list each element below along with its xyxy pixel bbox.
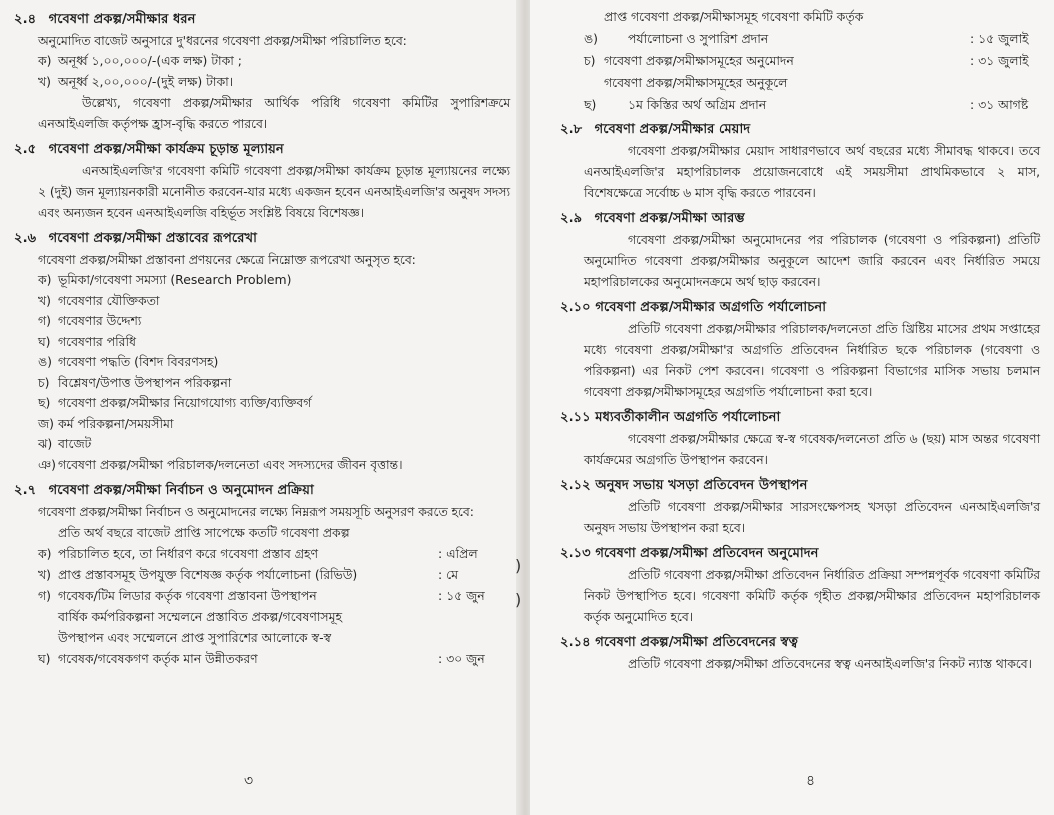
section-title: অনুষদ সভায় খসড়া প্রতিবেদন উপস্থাপন xyxy=(595,478,808,493)
section-heading xyxy=(560,476,1040,496)
schedule-item xyxy=(584,6,1040,50)
list-item xyxy=(38,414,510,435)
amount-list xyxy=(38,51,510,92)
section-heading xyxy=(560,120,1040,140)
section-title: গবেষণা প্রকল্প/সমীক্ষা প্রতিবেদন অনুমোদন xyxy=(595,546,819,561)
section-number: ২.৬ xyxy=(14,231,37,246)
section-2-9 xyxy=(560,209,1040,292)
list-marker: খ) xyxy=(38,567,51,582)
schedule-text: গবেষণা প্রকল্প/সমীক্ষাসমূহের অনুকূলে xyxy=(604,75,788,90)
list-marker: খ) xyxy=(38,292,51,308)
section-title: গবেষণা প্রকল্প/সমীক্ষা কার্যক্রম চূড়ান্ত মূল্যায়ন xyxy=(48,142,284,157)
section-number: ২.১৩ xyxy=(560,546,591,561)
section-2-10 xyxy=(560,298,1040,402)
schedule-date: : ৩১ আগষ্ট xyxy=(970,97,1029,112)
list-item xyxy=(38,270,510,291)
list-text: গবেষণার যৌক্তিকতা xyxy=(58,292,160,308)
list-marker: জ) xyxy=(38,415,54,431)
section-2-8 xyxy=(560,120,1040,203)
list-text: গবেষণা পদ্ধতি (বিশদ বিবরণসহ) xyxy=(58,354,219,369)
section-2-14 xyxy=(560,633,1040,674)
schedule-text: প্রাপ্ত গবেষণা প্রকল্প/সমীক্ষাসমূহ গবেষণা কমিটি কর্তৃক xyxy=(604,9,864,24)
schedule-text: পর্যালোচনা ও সুপারিশ প্রদান xyxy=(628,31,769,46)
schedule-text: পরিচালিত হবে, তা নির্ধারণ করে গবেষণা প্রস্তাব গ্রহণ xyxy=(58,546,319,561)
section-2-11 xyxy=(560,408,1040,470)
section-2-5 xyxy=(14,140,510,223)
schedule-text: গবেষণা প্রকল্প/সমীক্ষাসমূহের অনুমোদন xyxy=(604,53,794,68)
section-number: ২.১১ xyxy=(560,410,591,425)
section-title: গবেষণা প্রকল্প/সমীক্ষার অগ্রগতি পর্যালোচনা xyxy=(595,300,827,315)
schedule-text: ১ম কিস্তির অর্থ অগ্রিম প্রদান xyxy=(628,97,767,112)
section-title: গবেষণা প্রকল্প/সমীক্ষা আরম্ভ xyxy=(594,211,745,226)
list-text: গবেষণা প্রকল্প/সমীক্ষা পরিচালক/দলনেতা এবং সদস্যদের জীবন বৃত্তান্ত। xyxy=(58,456,403,472)
schedule-text: প্রাপ্ত প্রস্তাবসমূহ উপযুক্ত বিশেষজ্ঞ কর্তৃক পর্যালোচনা (রিভিউ) xyxy=(58,567,358,582)
section-heading xyxy=(14,10,510,30)
section-heading xyxy=(560,298,1040,318)
schedule-text: বার্ষিক কর্মপরিকল্পনা সম্মেলনে প্রস্তাবিত প্রকল্প/গবেষণাসমূহ xyxy=(58,609,342,624)
list-marker: ছ) xyxy=(584,97,597,112)
section-number: ২.১৪ xyxy=(560,635,591,650)
section-body: প্রতিটি গবেষণা প্রকল্প/সমীক্ষা প্রতিবেদনের স্বত্ব এনআইএলজি'র নিকট ন্যাস্ত থাকবে। xyxy=(628,656,1032,671)
list-item xyxy=(38,51,510,72)
section-number: ২.৭ xyxy=(14,483,37,498)
schedule-item xyxy=(584,50,1040,72)
section-body: প্রতিটি গবেষণা প্রকল্প/সমীক্ষার সারসংক্ষেপসহ খসড়া প্রতিবেদন এনআইএলজি'র অনুষদ সভায় উপস্থাপন করা হবে। xyxy=(584,499,1040,535)
list-text: বিশ্লেষণ/উপাত্ত উপস্থাপন পরিকল্পনা xyxy=(58,374,232,390)
list-marker: ঘ) xyxy=(38,651,51,666)
section-number: ২.৯ xyxy=(560,211,583,226)
section-title: গবেষণা প্রকল্প/সমীক্ষা প্রস্তাবের রূপরেখা xyxy=(48,231,257,246)
section-heading xyxy=(14,229,510,249)
list-item xyxy=(38,434,510,455)
section-intro: অনুমোদিত বাজেট অনুসারে দু'ধরনের গবেষণা প্রকল্প/সমীক্ষা পরিচালিত হবে: xyxy=(38,33,407,48)
schedule-date: : মে xyxy=(438,567,459,582)
section-heading xyxy=(14,481,510,501)
list-text: অনূর্ধ্ব ২,০০,০০০/-(দুই লক্ষ) টাকা। xyxy=(58,73,234,89)
list-item xyxy=(38,352,510,373)
section-2-12 xyxy=(560,476,1040,538)
right-page xyxy=(530,0,1054,815)
list-marker: চ) xyxy=(38,374,50,390)
left-page xyxy=(0,0,522,815)
section-body: গবেষণা প্রকল্প/সমীক্ষার মেয়াদ সাধারণভাবে অর্থ বছরের মধ্যে সীমাবদ্ধ থাকবে। তবে এনআইএলজি'র মহাপরিচালক প্রয়োজনবোধে এই সময়সীমা প্রাথমিকভাবে ২ মাস, বিশেষক্ষেত্রে সর্বোচ্চ ৬ মাস বৃদ্ধি করতে পারবেন। xyxy=(584,143,1040,200)
schedule-item xyxy=(38,585,510,606)
list-marker: ক) xyxy=(38,272,52,287)
list-marker: গ) xyxy=(38,588,51,603)
section-2-13 xyxy=(560,544,1040,627)
section-body: এনআইএলজি'র গবেষণা কমিটি গবেষণা প্রকল্প/সমীক্ষা কার্যক্রম চূড়ান্ত মূল্যায়নের লক্ষ্যে ২ (দুই) জন মূল্যায়নকারী মনোনীত করবেন-যার মধ্যে একজন হবেন এনআইএলজি'র অনুষদ সদস্য এবং অন্যজন হবেন এনআইএলজি বহির্ভূত সংশ্লিষ্ট বিষয়ে বিশেষজ্ঞ। xyxy=(38,163,510,220)
list-marker: ঙ) xyxy=(584,31,598,46)
section-number: ২.৮ xyxy=(560,122,583,137)
list-item xyxy=(38,373,510,394)
list-marker: ঝ) xyxy=(38,436,53,451)
schedule-text: উপস্থাপন এবং সম্মেলনে প্রাপ্ত সুপারিশের আলোকে স্ব-স্ব xyxy=(58,630,332,645)
list-marker: ঙ) xyxy=(38,354,52,369)
schedule-list xyxy=(38,522,510,669)
list-item xyxy=(38,291,510,312)
schedule-date: : ৩০ জুন xyxy=(438,651,485,666)
schedule-text: গবেষক/টিম লিডার কর্তৃক গবেষণা প্রস্তাবনা উপস্থাপন xyxy=(58,588,317,603)
section-2-4 xyxy=(14,10,510,134)
page-number: ৪ xyxy=(806,773,816,789)
list-marker: ক) xyxy=(38,53,52,68)
list-marker: ছ) xyxy=(38,395,51,410)
schedule-list-continued xyxy=(584,6,1040,116)
list-item xyxy=(38,332,510,353)
list-marker: ক) xyxy=(38,546,52,561)
list-item xyxy=(38,455,510,476)
list-marker: চ) xyxy=(584,53,596,68)
section-heading xyxy=(560,633,1040,653)
section-number: ২.১০ xyxy=(560,300,591,315)
section-number: ২.১২ xyxy=(560,478,591,493)
section-title: গবেষণা প্রকল্প/সমীক্ষা প্রতিবেদনের স্বত্ব xyxy=(595,635,798,650)
section-heading xyxy=(560,544,1040,564)
section-body: প্রতিটি গবেষণা প্রকল্প/সমীক্ষা প্রতিবেদন নির্ধারিত প্রক্রিয়া সম্পন্নপূর্বক গবেষণা কমিটির নিকট উপস্থাপিত হবে। গবেষণা কমিটি কর্তৃক গৃহীত প্রকল্প/সমীক্ষার প্রতিবেদন মহাপরিচালক কর্তৃক অনুমোদিত হবে। xyxy=(584,567,1040,624)
section-title: গবেষণা প্রকল্প/সমীক্ষা নির্বাচন ও অনুমোদন প্রক্রিয়া xyxy=(48,483,314,498)
schedule-date: : এপ্রিল xyxy=(438,546,478,561)
list-marker: ঘ) xyxy=(38,333,51,349)
list-marker: ঞ) xyxy=(38,456,56,472)
list-text: গবেষণার উদ্দেশ্য xyxy=(58,313,142,328)
list-text: গবেষণা প্রকল্প/সমীক্ষার নিয়োগযোগ্য ব্যক্তি/ব্যক্তিবর্গ xyxy=(58,395,312,410)
binding-mark-icon: ) xyxy=(515,556,522,575)
list-text: বাজেট xyxy=(58,436,92,451)
section-heading xyxy=(560,408,1040,428)
section-2-6 xyxy=(14,229,510,475)
section-title: মধ্যবর্তীকালীন অগ্রগতি পর্যালোচনা xyxy=(595,410,781,425)
list-marker: খ) xyxy=(38,73,51,89)
schedule-item xyxy=(38,564,510,585)
schedule-date: : ১৫ জুলাই xyxy=(970,31,1029,46)
section-number: ২.৫ xyxy=(14,142,37,157)
section-2-7 xyxy=(14,481,510,669)
list-marker: গ) xyxy=(38,313,51,328)
list-text: ভূমিকা/গবেষণা সমস্যা (Research Problem) xyxy=(58,272,292,287)
page-number: ৩ xyxy=(244,773,254,789)
schedule-item xyxy=(38,522,510,564)
section-body: গবেষণা প্রকল্প/সমীক্ষা অনুমোদনের পর পরিচালক (গবেষণা ও পরিকল্পনা) প্রতিটি অনুমোদিত গবেষণা প্রকল্প/সমীক্ষার অনুকূলে আদেশ জারি করবেন এবং নির্ধারিত সময়ে মহাপরিচালকের অনুমোদনক্রমে অর্থ ছাড় করবেন। xyxy=(584,232,1040,289)
list-item xyxy=(38,393,510,414)
schedule-date: : ৩১ জুলাই xyxy=(970,53,1029,68)
section-heading xyxy=(14,140,510,160)
list-item xyxy=(38,311,510,332)
list-text: গবেষণার পরিধি xyxy=(58,333,136,349)
section-body: গবেষণা প্রকল্প/সমীক্ষার ক্ষেত্রে স্ব-স্ব গবেষক/দলনেতা প্রতি ৬ (ছয়) মাস অন্তর গবেষণা কার্যক্রমের অগ্রগতি উপস্থাপন করবেন। xyxy=(584,431,1040,467)
section-intro: গবেষণা প্রকল্প/সমীক্ষা প্রস্তাবনা প্রণয়নের ক্ষেত্রে নিম্নোক্ত রূপরেখা অনুসৃত হবে: xyxy=(38,252,416,267)
section-note: উল্লেখ্য, গবেষণা প্রকল্প/সমীক্ষার আর্থিক পরিধি গবেষণা কমিটির সুপারিশক্রমে এনআইএলজি কর্তৃপক্ষ হ্রাস-বৃদ্ধি করতে পারবে। xyxy=(38,95,510,131)
outline-list xyxy=(38,270,510,475)
section-intro: গবেষণা প্রকল্প/সমীক্ষা নির্বাচন ও অনুমোদনের লক্ষ্যে নিম্নরূপ সময়সূচি অনুসরণ করতে হবে: xyxy=(38,504,474,519)
schedule-item xyxy=(584,72,1040,116)
schedule-text: প্রতি অর্থ বছরে বাজেট প্রাপ্তি সাপেক্ষে কতটি গবেষণা প্রকল্প xyxy=(58,525,350,540)
list-text: কর্ম পরিকল্পনা/সময়সীমা xyxy=(58,415,174,431)
section-title: গবেষণা প্রকল্প/সমীক্ষার ধরন xyxy=(48,12,196,27)
binding-mark-icon: ) xyxy=(515,590,522,609)
list-item xyxy=(38,72,510,93)
section-number: ২.৪ xyxy=(14,12,37,27)
section-heading xyxy=(560,209,1040,229)
list-text: অনূর্ধ্ব ১,০০,০০০/-(এক লক্ষ) টাকা ; xyxy=(58,53,242,68)
schedule-text: গবেষক/গবেষকগণ কর্তৃক মান উন্নীতকরণ xyxy=(58,651,258,666)
schedule-item xyxy=(38,606,510,669)
schedule-date: : ১৫ জুন xyxy=(438,588,485,603)
section-body: প্রতিটি গবেষণা প্রকল্প/সমীক্ষার পরিচালক/দলনেতা প্রতি খ্রিষ্টিয় মাসের প্রথম সপ্তাহের মধ্যে গবেষণা প্রকল্প/সমীক্ষা'র অগ্রগতি প্রতিবেদন নির্ধারিত ছকে পরিচালক (গবেষণা ও পরিকল্পনা) এর নিকট পেশ করবেন। গবেষণা ও পরিকল্পনা বিভাগের মাসিক সভায় চলমান গবেষণা প্রকল্প/সমীক্ষাসমূহের অগ্রগতি পর্যালোচনা করা হবে। xyxy=(584,321,1040,399)
section-title: গবেষণা প্রকল্প/সমীক্ষার মেয়াদ xyxy=(594,122,751,137)
